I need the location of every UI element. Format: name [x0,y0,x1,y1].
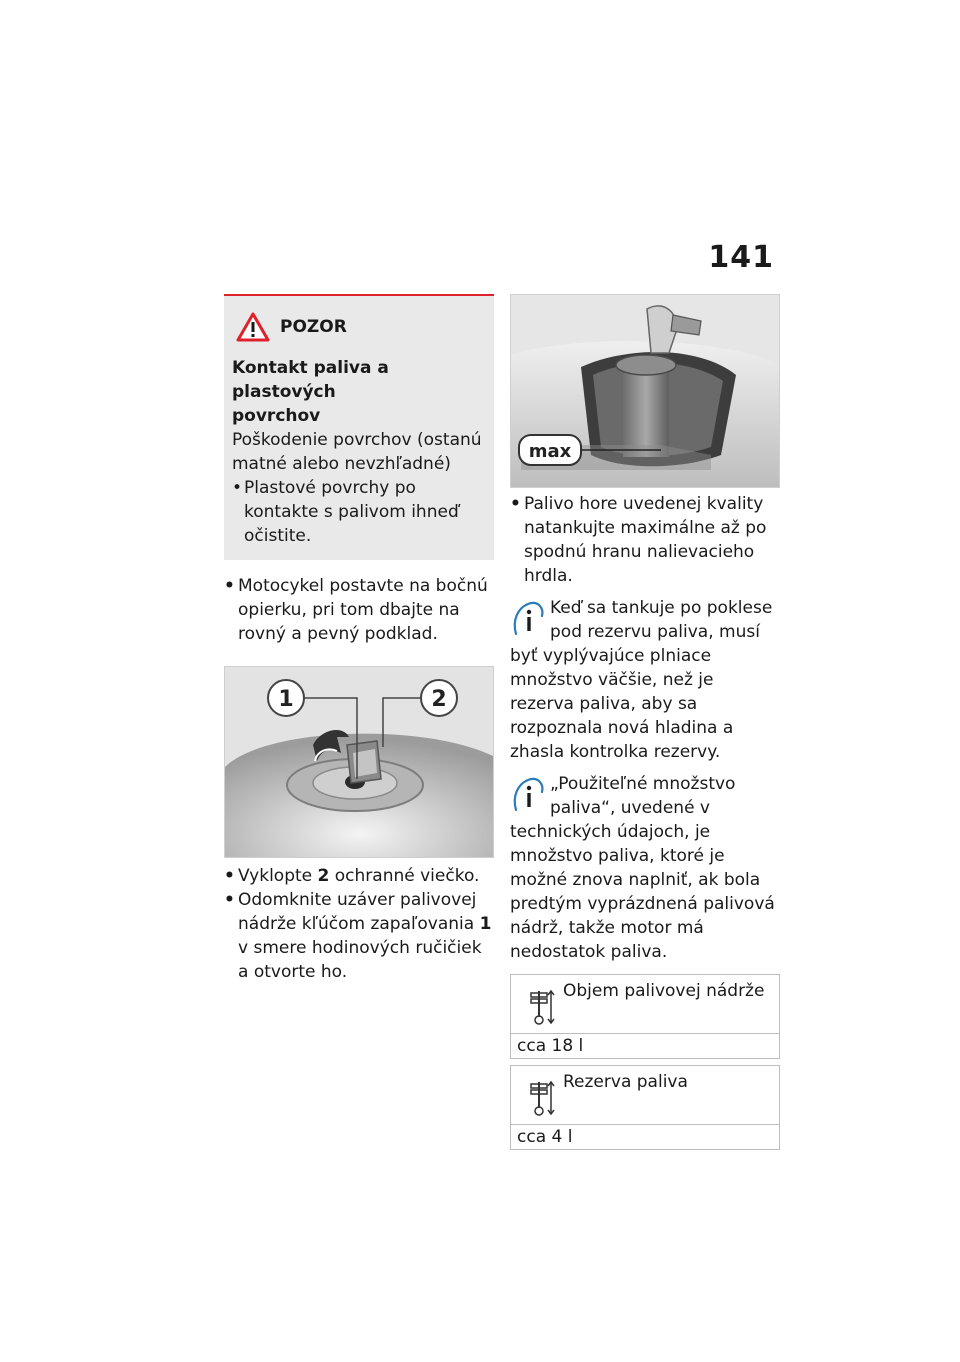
bullet-dot: • [224,866,235,886]
spec-label: Objem palivovej nádrže [563,981,765,1001]
spec-header [511,1066,779,1125]
spec-tank-capacity [510,974,780,1059]
filler-neck-figure [510,294,780,488]
info-note-usable-text: „Použiteľné množstvo paliva“, uvedené v technických údajoch, je množstvo paliva, ktoré je možné znova naplniť, ak bola predtým vyprázdnená palivová nádrž, takže motor má nedostatok paliva. [510,774,775,962]
step-open-flap [224,864,494,888]
spec-header [511,975,779,1034]
spec-value: cca 18 l [517,1036,584,1056]
bullet-dot: • [224,890,235,910]
figure-label-max: max [528,441,572,462]
info-note-reserve-text: Keď sa tankuje po poklese pod rezervu paliva, musí byť vyplývajúce plniace množstvo väčšie, než je rezerva paliva, aby sa rozpoznala nová hladina a zhasla kontrolka rezervy. [510,598,773,762]
bullet-dot: • [510,494,521,514]
right-column [510,294,780,1150]
left-column [224,294,494,984]
step-open-flap-text: Vyklopte 2 ochranné viečko. [238,866,480,886]
step-sidestand [224,574,494,646]
ref-1: 1 [479,914,492,934]
warning-bullet [232,476,484,548]
fuel-cap-figure [224,666,494,858]
info-note-reserve [510,596,780,764]
warning-subtitle-line-2: povrchov [232,406,321,426]
warning-triangle-icon [236,312,270,342]
fuel-cap-illustration [225,667,494,858]
figure-label-2: 2 [431,687,447,712]
fuel-gauge-icon [527,983,557,1027]
warning-title: POZOR [280,317,347,337]
bullet-dot: • [232,478,243,498]
warning-box [224,294,494,560]
warning-header [236,312,484,342]
ref-2: 2 [317,866,330,886]
page-number: 141 [708,240,774,275]
filler-neck-illustration [511,295,780,488]
figure-label-1: 1 [278,687,294,712]
warning-subtitle-line-1: Kontakt paliva a plastových [232,358,389,402]
info-note-usable [510,772,780,964]
warning-text: Poškodenie povrchov (ostanú matné alebo nevzhľadné) [232,430,482,474]
info-icon [510,774,546,814]
step-refuel [510,492,780,588]
warning-bullet-text: Plastové povrchy po kontakte s palivom ihneď očistite. [244,478,459,546]
spec-label: Rezerva paliva [563,1072,688,1092]
step-unlock-cap [224,888,494,984]
step-refuel-text: Palivo hore uvedenej kvality natankujte maximálne až po spodnú hranu nalievacieho hrdla. [524,494,767,586]
warning-subtitle [232,356,484,428]
spec-fuel-reserve [510,1065,780,1150]
step-sidestand-text: Motocykel postavte na bočnú opierku, pri tom dbajte na rovný a pevný podklad. [238,576,488,644]
step-unlock-cap-text: Odomknite uzáver palivovej nádrže kľúčom zapaľovania 1 v smere hodinových ručičiek a otvorte ho. [238,890,492,982]
fuel-gauge-icon [527,1074,557,1118]
spec-value: cca 4 l [517,1127,573,1147]
bullet-dot: • [224,576,235,596]
info-icon [510,598,546,638]
